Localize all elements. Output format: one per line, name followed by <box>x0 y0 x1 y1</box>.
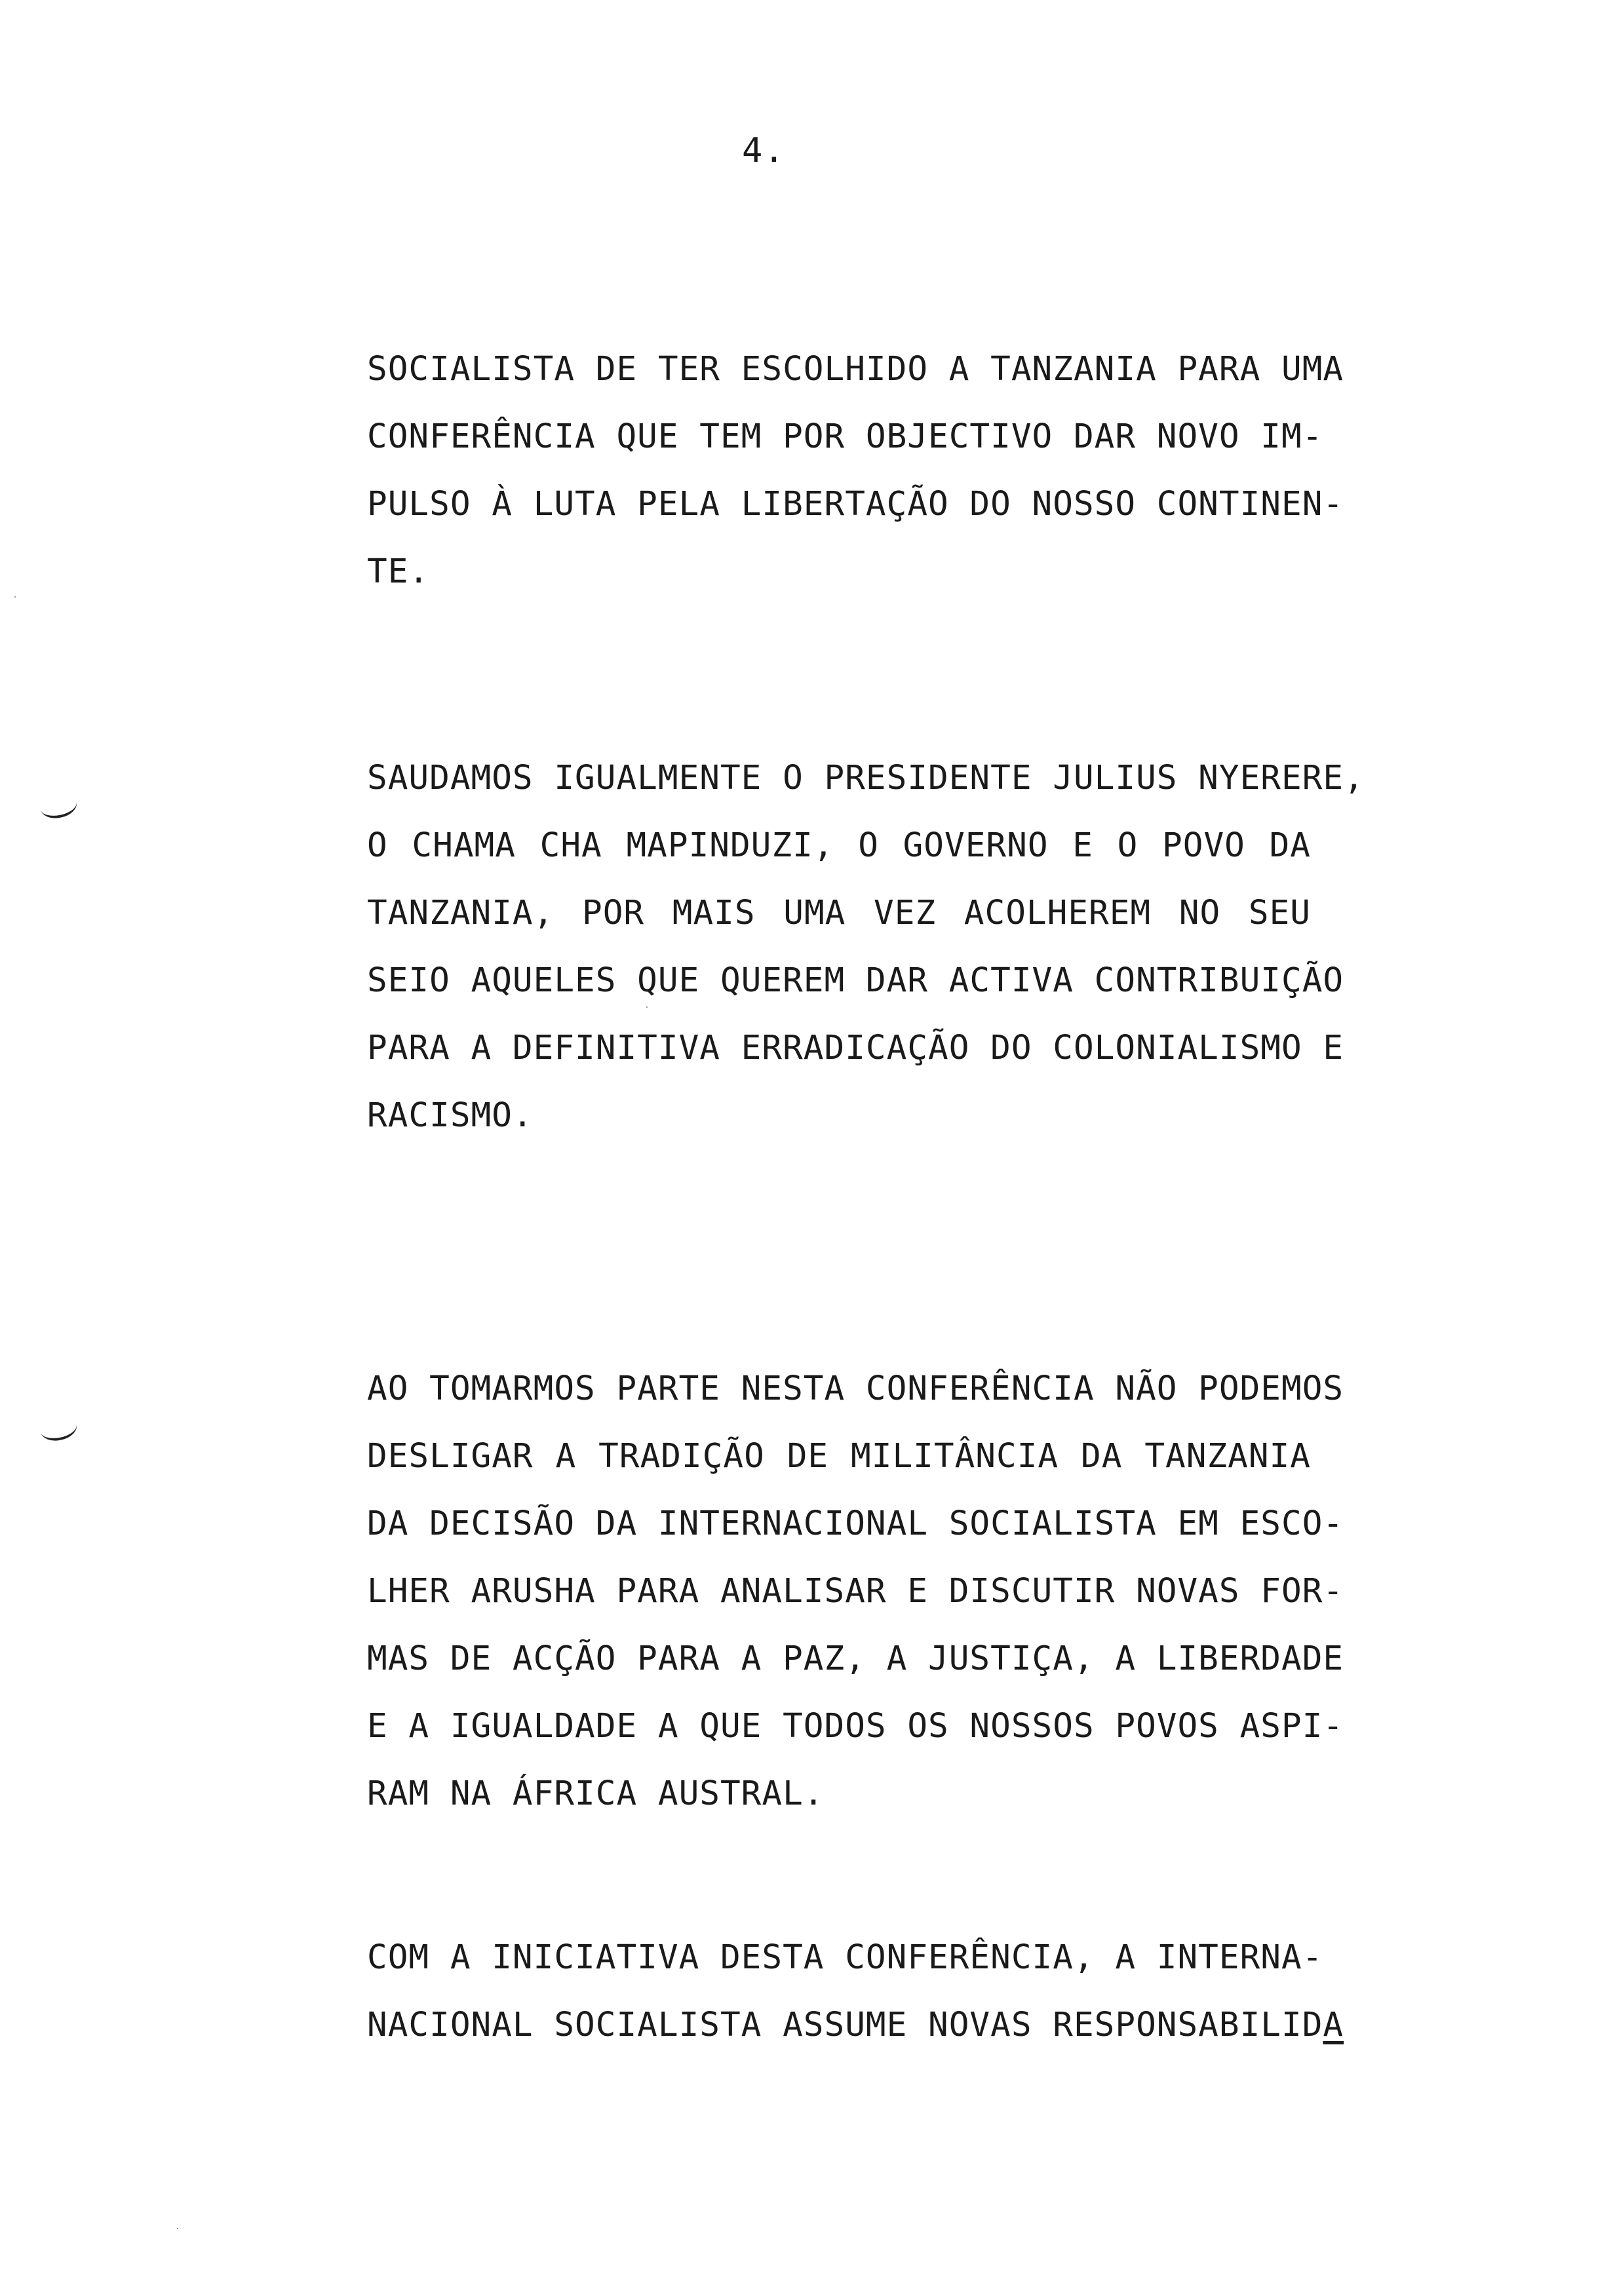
paragraph-2 <box>367 744 1365 1149</box>
text-line <box>367 1991 1344 2059</box>
text-line: CONFERÊNCIA QUE TEM POR OBJECTIVO DAR NOVO IM- <box>367 417 1323 456</box>
text-line: AO TOMARMOS PARTE NESTA CONFERÊNCIA NÃO PODEMOS <box>367 1369 1344 1408</box>
scan-speck <box>14 596 16 598</box>
text-line: COM A INICIATIVA DESTA CONFERÊNCIA, A INTERNA- <box>367 1938 1323 1977</box>
text-line: O CHAMA CHA MAPINDUZI, O GOVERNO E O POVO DA <box>367 826 1311 865</box>
text-line: SEIO AQUELES QUE QUEREM DAR ACTIVA CONTRIBUIÇÃO <box>367 961 1344 1000</box>
scan-speck <box>646 1006 648 1008</box>
text-line: RACISMO. <box>367 1096 534 1135</box>
text-line: E A IGUALDADE A QUE TODOS OS NOSSOS POVOS ASPI- <box>367 1707 1344 1746</box>
paragraph-1 <box>367 335 1344 605</box>
text-line: PARA A DEFINITIVA ERRADICAÇÃO DO COLONIALISMO E <box>367 1029 1344 1067</box>
page-number: 4. <box>742 131 786 170</box>
text-line-body: NACIONAL SOCIALISTA ASSUME NOVAS RESPONSABILID <box>367 2006 1323 2044</box>
text-line: TANZANIA, POR MAIS UMA VEZ ACOLHEREM NO SEU <box>367 894 1311 932</box>
text-line: SAUDAMOS IGUALMENTE O PRESIDENTE JULIUS NYERERE, <box>367 759 1365 797</box>
text-line: TE. <box>367 552 430 591</box>
text-line: RAM NA ÁFRICA AUSTRAL. <box>367 1774 825 1813</box>
text-line: SOCIALISTA DE TER ESCOLHIDO A TANZANIA PARA UMA <box>367 350 1344 389</box>
margin-check-mark <box>39 1417 79 1444</box>
text-line: MAS DE ACÇÃO PARA A PAZ, A JUSTIÇA, A LIBERDADE <box>367 1639 1344 1678</box>
underlined-letter: A <box>1323 2006 1344 2044</box>
paragraph-3 <box>367 1355 1344 1827</box>
text-line: DA DECISÃO DA INTERNACIONAL SOCIALISTA EM ESCO- <box>367 1504 1344 1543</box>
paragraph-4 <box>367 1924 1344 2059</box>
scan-speck <box>177 2228 178 2229</box>
margin-check-mark <box>39 795 79 822</box>
text-line: DESLIGAR A TRADIÇÃO DE MILITÂNCIA DA TANZANIA <box>367 1437 1311 1476</box>
text-line: PULSO À LUTA PELA LIBERTAÇÃO DO NOSSO CONTINEN- <box>367 485 1344 524</box>
text-line: LHER ARUSHA PARA ANALISAR E DISCUTIR NOVAS FOR- <box>367 1572 1344 1611</box>
